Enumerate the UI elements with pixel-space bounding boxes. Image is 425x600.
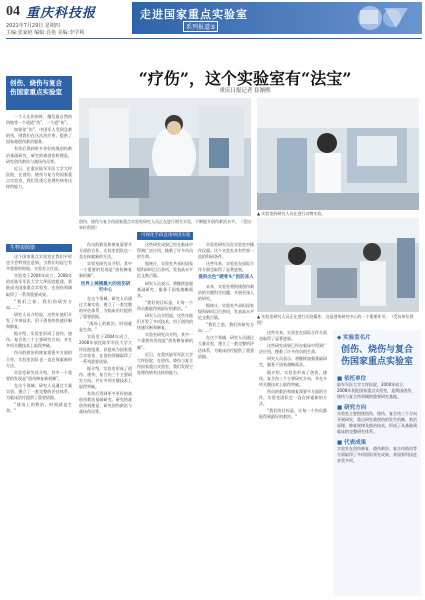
paragraph: 在这个领域，研究人员通过大量实验，建立了一套完整的评估体系，为临床治疗提供了重要依据。	[198, 335, 254, 359]
paragraph: 实验室研究员在实验室中操作仪器。这个实验室具有世界一流的科研条件。	[198, 242, 254, 260]
subhead-2: 世界上规模最大的创伤研究中心	[80, 281, 131, 293]
paragraph: 实验室研究员介绍，其中一个重要的发现是“创伤修复新机制”。	[137, 332, 193, 350]
paragraph: 研究人员表示，将继续加强基础研究，服务于国家战略需求。	[137, 280, 193, 298]
paragraph: 有伤后得到更多更好的战创伤救治基础研究，研究的战创伤机理是，研究创伤救治与战场伤员等。	[79, 391, 132, 415]
right-photo-top	[257, 98, 419, 210]
diamond-icon: ■	[337, 440, 343, 446]
right-photo-caption-1: ▲ 实验室的研究人员在进行动物实验。	[257, 211, 326, 216]
paragraph: “我们的目标是，让每一个伤员都能得到最好的救治。”	[137, 299, 193, 311]
newspaper-logo: 重庆科技报	[26, 6, 97, 21]
paragraph: 据介绍，实验室形成了创伤、烧伤、复合伤三个主要研究方向，并在多项关键技术上取得突破。	[6, 331, 72, 349]
paragraph: 近日，在重庆陆军军医大学大坪医院，在创伤、烧伤与复合伤国家重点实验室，我们发现它处理伤病有这样的能力。	[137, 351, 193, 375]
paragraph: 伤员的救治和康复需要多方面的合作，实验室团队也一直在探索新的方法。	[259, 388, 327, 407]
sidebar-section-head	[337, 333, 371, 341]
paragraph: 这些年来，实验室在国际合作方面也取得了显著进展。	[198, 261, 254, 273]
diamond-icon: ■	[337, 376, 343, 382]
paragraph: 这些年来，实验室在国际合作方面也取得了显著进展。	[259, 330, 327, 342]
date-line: 2021年7月29日 星期四	[6, 23, 60, 29]
paragraph: 实验室于2004年成立，2008年依托陆军军医大学大坪医院组建，获批成为国家重点实验室，在创伤领域取得了一系列重要成果。	[6, 273, 72, 297]
sidebar-section-label: 实验室名片	[343, 335, 371, 341]
paragraph: 未来，实验室将围绕创伤救治的关键科学问题，开展更深入的研究。	[198, 283, 254, 301]
paragraph: 这个国家重点实验室在我们平时也不会特别注意到。当我们问起它有多重要的时候，实验室主任说。	[6, 254, 72, 272]
paragraph: 据介绍，实验室形成了创伤、烧伤、复合伤三个主要研究方向，并在多项关键技术上取得突破。	[259, 369, 327, 387]
paragraph: 研究人员表示，将继续加强基础研究，服务于国家战略需求。	[259, 356, 327, 368]
sidebar-subhead-2: 研究方向	[344, 405, 367, 411]
page-number: 04	[6, 4, 20, 19]
paragraph: 有伤后得到更多更好的战创伤救治基础研究，研究的战创伤机理是，研究创伤救治与战场伤员等。	[6, 146, 72, 164]
paragraph: 一个人在伤到时，爆发最自然的四肢等一个道道“伤”，一个道“伤”。	[6, 114, 72, 126]
sidebar-text-1: 陆军军医大学大坪医院，2004年成立，2008年获批国家重点实验室，是我国创伤、烧伤与复合伤领域的重要研究基地。	[337, 382, 416, 399]
header-rule	[6, 38, 422, 39]
sidebar-body	[337, 374, 417, 594]
paragraph: “我们之前，我们的研究方向……”	[6, 298, 72, 310]
paragraph: 在这个领域，研究人员通过大量实验，建立了一套完整的评估体系，为临床治疗提供了重要依据。	[79, 295, 132, 320]
subhead-4: 可视化手段直指病因实验室	[137, 232, 193, 240]
right-photo-bottom	[257, 218, 419, 312]
sidebar-subhead-1: 依托单位	[344, 376, 367, 382]
paragraph: 实验室研究员介绍，其中一个重要的发现是“创伤修复新机制”。	[79, 261, 132, 279]
article-column-5	[259, 330, 327, 594]
sidebar-text-3: 实验室在创伤修复、烧伤救治、复合伤防治等方面取得了多项国际领先成果，获国家科技进步奖多项。	[337, 446, 417, 463]
paragraph: “我们的目标是，让每一个伤员都能得到最好的救治。”	[259, 408, 327, 420]
paragraph: 研究人员介绍说，这些年他们开发了多项技术，用于创伤的快速诊断和修复。	[137, 313, 193, 331]
subhead-1: 生物裂隙器	[6, 244, 72, 252]
paragraph: 这些研究成果已经在临床中得到广泛应用，挽救了许多伤员的生命。	[259, 343, 327, 355]
sidebar-subhead-3: 代表成果	[344, 440, 367, 446]
article-column-4	[198, 242, 254, 594]
right-photo-caption-2: ▲ 实验室研究人员正在进行实验操作，这是创伤研究中心的一个重要环节。（受访单位供图）	[257, 314, 414, 325]
sidebar-title: 创伤、烧伤与复合伤国家重点实验室	[340, 345, 413, 367]
paragraph: 研究人员介绍说，这些年他们开发了多项技术，用于创伤的快速诊断和修复。	[6, 311, 72, 330]
paragraph: 在这个领域，研究人员通过大量实验，建立了一套完整的评估体系，为临床治疗提供了重要依据。	[6, 382, 72, 401]
article-column-2	[79, 242, 132, 594]
paragraph: 伤员的救治和康复需要多方面的合作，实验室团队也一直在探索新的方法。	[6, 350, 72, 368]
paragraph: 实验室研究员介绍，其中一个重要的发现是“创伤修复新机制”。	[6, 369, 72, 381]
article-byline: 重庆日报记者 崔渐熙	[219, 88, 271, 94]
paragraph: 据统计，实验室共承担国家级科研项目百余项，发表高水平论文数百篇。	[137, 261, 193, 279]
staff-line: 主编:张家艳 编辑:肖艳 美编:李学利	[6, 30, 85, 36]
banner-illustration	[300, 4, 418, 32]
article-column-1b	[6, 254, 72, 596]
paragraph: 近日，在重庆陆军军医大学大坪医院，在创伤、烧伤与复合伤国家重点实验室，我们发现它处理伤病有这样的能力。	[6, 165, 72, 190]
article-column-1	[6, 114, 72, 242]
paragraph: 伤员的救治和康复需要多方面的合作，实验室团队也一直在探索新的方法。	[79, 242, 132, 260]
banner-series: 系列报道⑤	[183, 21, 218, 32]
main-photo	[79, 98, 251, 216]
article-column-3	[137, 242, 193, 594]
diamond-icon: ◆	[337, 335, 342, 341]
paragraph: 如果张“伤”，中国军人受到急救的伤，则我们在这次治疗用，提供了国家战创伤救治服务。	[6, 127, 72, 145]
paragraph: “战场上的救治，时间就是生命。”	[6, 402, 72, 414]
paragraph: 实验室于2004年成立，2008年依托陆军军医大学大坪医院组建，获批成为国家重点实验室，在创伤领域取得了一系列重要成果。	[79, 334, 132, 364]
diamond-icon: ■	[337, 405, 343, 411]
paragraph: “我们之前，我们的研究方向……”	[198, 322, 254, 334]
paragraph: 据介绍，实验室形成了创伤、烧伤、复合伤三个主要研究方向，并在多项关键技术上取得突破。	[79, 365, 132, 390]
main-photo-caption: 创伤、烧伤与复合伤国家重点实验室研究人员正在进行相关实验，不断提升创伤救治水平。（受访单位供图）	[79, 219, 251, 230]
paragraph: 这些研究成果已经在临床中得到广泛应用，挽救了许多伤员的生命。	[137, 242, 193, 260]
sidebar-text-2: 实验室主要围绕创伤、烧伤、复合伤三个方向开展研究，重点研究战创伤的发生机制、救治原理、修复规律及防治技术，形成了从基础到临床的完整研究体系。	[337, 411, 417, 434]
paragraph: 据统计，实验室共承担国家级科研项目百余项，发表高水平论文数百篇。	[198, 302, 254, 321]
article-headline: “疗伤”，这个实验室有“法宝”	[138, 69, 352, 88]
paragraph: “战场上的救治，时间就是生命。”	[79, 321, 132, 333]
subhead-3: 提供出色“硬骨头”的防冻人	[198, 275, 254, 281]
banner-title: 走进国家重点实验室	[140, 8, 248, 21]
kicker-box: 创伤、烧伤与复合伤国家重点实验室	[6, 76, 72, 110]
